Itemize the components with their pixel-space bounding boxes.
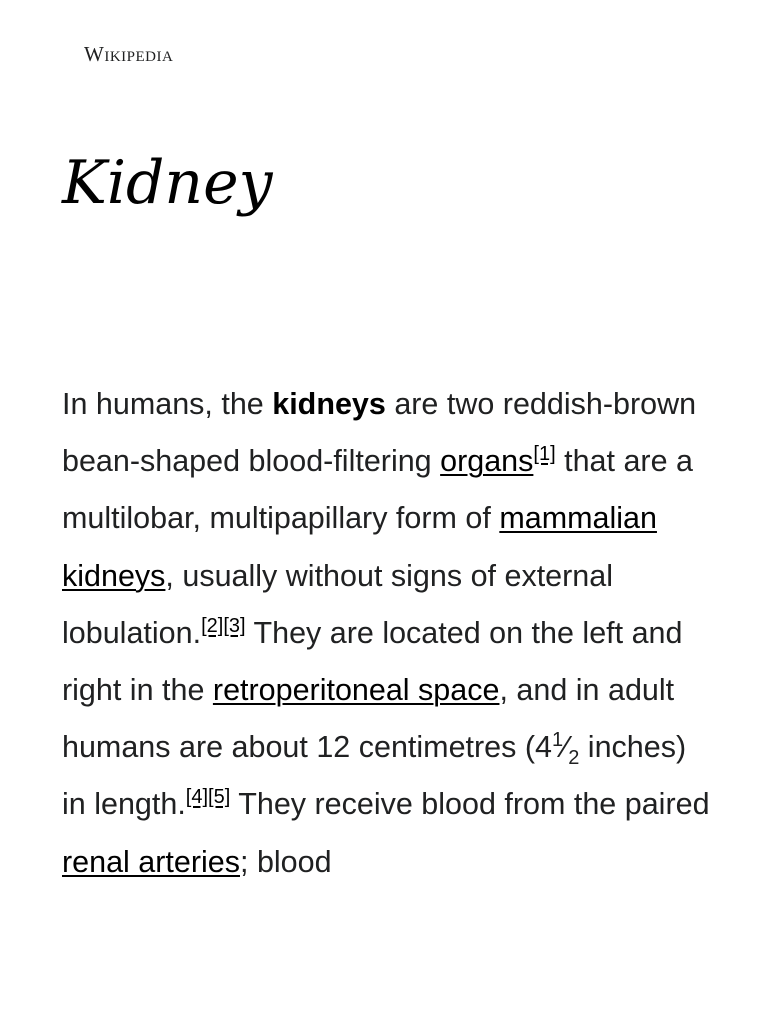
reference-3[interactable]: [3] bbox=[223, 614, 246, 637]
paragraph-text: They are located on the left and right in the bbox=[62, 615, 683, 708]
link-retroperitoneal-space[interactable]: retroperitoneal space bbox=[212, 673, 500, 708]
link-mammalian-kidneys[interactable]: mammalian kidneys bbox=[62, 501, 657, 593]
paragraph-text: , usually without signs of external lobulation. bbox=[62, 558, 613, 650]
paragraph-text: ; blood bbox=[240, 844, 332, 879]
paragraph-text: are two reddish-brown bean-shaped blood-filtering bbox=[62, 387, 697, 479]
paragraph-text: In humans, the bbox=[62, 387, 273, 421]
fraction-slash: ⁄ bbox=[563, 730, 569, 765]
article-lead-paragraph bbox=[62, 376, 712, 891]
bold-term-kidneys: kidneys bbox=[272, 387, 386, 421]
fraction-numerator: 1 bbox=[551, 729, 564, 752]
reference-1[interactable]: [1] bbox=[533, 443, 556, 466]
paragraph-text: inches) in length. bbox=[62, 730, 687, 822]
reference-2[interactable]: [2] bbox=[201, 614, 224, 637]
reference-4[interactable]: [4] bbox=[185, 786, 209, 809]
link-organs[interactable]: organs bbox=[440, 444, 534, 479]
paragraph-text: , and in adult humans are about 12 centimetres (4 bbox=[62, 673, 675, 765]
paragraph-text: that are a multilobar, multipapillary form of bbox=[62, 444, 693, 536]
reference-5[interactable]: [5] bbox=[208, 786, 231, 809]
fraction-denominator: 2 bbox=[568, 747, 580, 770]
page-title: Kidney bbox=[62, 148, 273, 218]
link-renal-arteries[interactable]: renal arteries bbox=[62, 844, 240, 879]
paragraph-text: They receive blood from the paired bbox=[230, 787, 710, 822]
wikipedia-wordmark[interactable]: Wikipedia bbox=[84, 42, 174, 66]
